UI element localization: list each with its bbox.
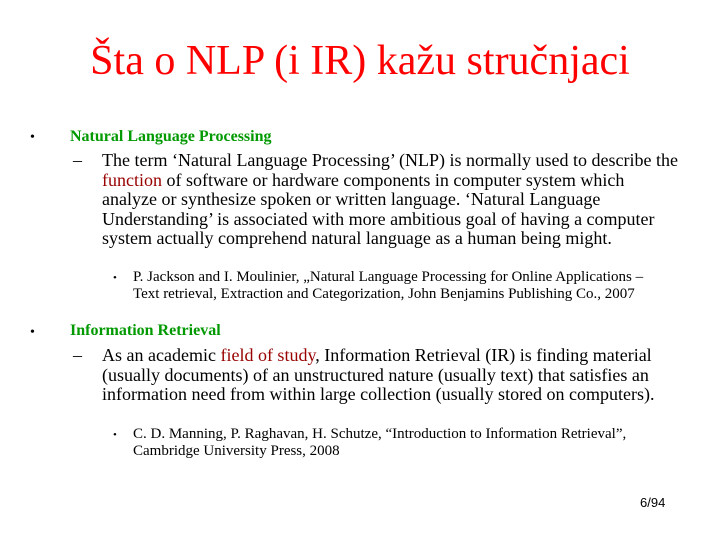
nlp-definition-text-1: The term ‘Natural Language Processing’ (NLP) is normally used to describe the <box>102 150 678 170</box>
sub-bullet-marker: • <box>113 429 117 441</box>
slide-title: Šta o NLP (i IR) kažu stručnjaci <box>90 38 630 84</box>
nlp-definition-text-2: of software or hardware components in computer system which analyze or synthesize spoken or written language. ‘Natural Language Understanding’ is associated with more ambitious goal of having a computer system actually comprehend natural language as a human being might. <box>102 169 655 248</box>
nlp-definition-highlight: function <box>102 169 162 190</box>
nlp-reference: P. Jackson and I. Moulinier, „Natural Language Processing for Online Applications – Text retrieval, Extraction and Categorization, John Benjamins Publishing Co., 2007 <box>133 269 644 302</box>
ir-definition <box>102 346 682 405</box>
sub-bullet-marker: • <box>113 272 117 284</box>
page-number: 6/94 <box>640 495 666 510</box>
section-heading-nlp: Natural Language Processing <box>70 128 272 145</box>
ir-definition-text-2: , Information Retrieval (IR) is finding material (usually documents) of an unstructured nature (usually text) that satisfies an information need from within large collection (usually stored on computers). <box>102 345 655 404</box>
section-heading-ir: Information Retrieval <box>70 322 221 339</box>
nlp-definition <box>102 151 682 249</box>
bullet-marker: • <box>30 130 35 145</box>
dash-marker: – <box>73 150 82 170</box>
ir-reference: C. D. Manning, P. Raghavan, H. Schutze, “Introduction to Information Retrieval”, Cambridge University Press, 2008 <box>133 426 627 459</box>
ir-definition-highlight: field of study <box>220 345 316 365</box>
bullet-marker: • <box>30 325 35 340</box>
dash-marker: – <box>73 345 82 365</box>
ir-definition-text-1: As an academic <box>102 345 221 365</box>
